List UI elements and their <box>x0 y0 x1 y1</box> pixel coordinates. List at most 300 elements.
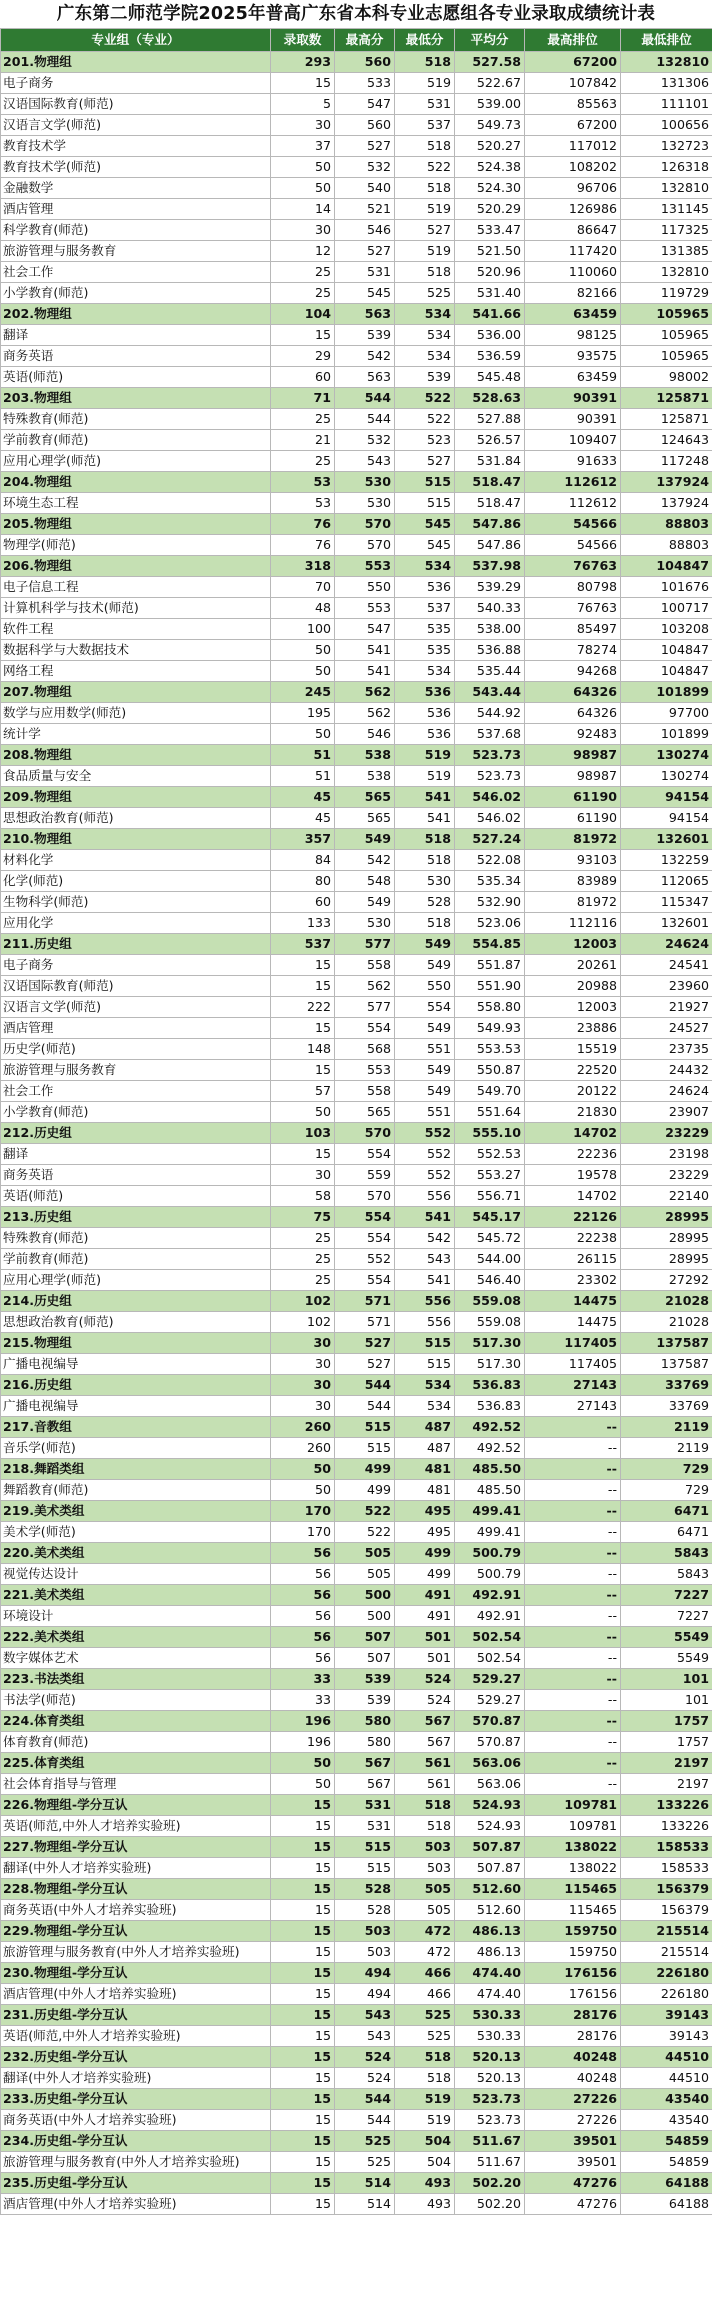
cell-min-rank: 130274 <box>621 766 712 787</box>
group-row <box>1 2173 712 2194</box>
cell-min-rank: 132601 <box>621 829 712 850</box>
cell-enrolled: 170 <box>271 1522 335 1543</box>
group-row <box>1 472 712 493</box>
cell-min-score: 518 <box>395 829 455 850</box>
major-row <box>1 1690 712 1711</box>
cell-max-score: 543 <box>335 2026 395 2047</box>
cell-min-rank: 39143 <box>621 2005 712 2026</box>
cell-enrolled: 15 <box>271 1060 335 1081</box>
cell-avg-score: 533.47 <box>455 220 525 241</box>
cell-min-rank: 156379 <box>621 1900 712 1921</box>
cell-max-rank: 138022 <box>525 1858 621 1879</box>
group-row <box>1 745 712 766</box>
cell-enrolled: 56 <box>271 1627 335 1648</box>
cell-avg-score: 549.73 <box>455 115 525 136</box>
cell-major: 旅游管理与服务教育 <box>1 241 271 262</box>
cell-max-score: 545 <box>335 283 395 304</box>
cell-min-score: 503 <box>395 1837 455 1858</box>
cell-enrolled: 537 <box>271 934 335 955</box>
major-row <box>1 1732 712 1753</box>
cell-avg-score: 549.93 <box>455 1018 525 1039</box>
cell-major: 英语(师范,中外人才培养实验班) <box>1 2026 271 2047</box>
cell-enrolled: 195 <box>271 703 335 724</box>
cell-avg-score: 520.27 <box>455 136 525 157</box>
major-row <box>1 1522 712 1543</box>
cell-min-score: 501 <box>395 1648 455 1669</box>
cell-min-rank: 5843 <box>621 1543 712 1564</box>
cell-min-rank: 2197 <box>621 1753 712 1774</box>
group-row <box>1 1837 712 1858</box>
group-row <box>1 2089 712 2110</box>
cell-max-score: 515 <box>335 1837 395 1858</box>
cell-major: 电子信息工程 <box>1 577 271 598</box>
cell-major: 思想政治教育(师范) <box>1 808 271 829</box>
cell-min-rank: 2197 <box>621 1774 712 1795</box>
cell-max-score: 515 <box>335 1438 395 1459</box>
cell-major: 教育技术学 <box>1 136 271 157</box>
cell-min-score: 493 <box>395 2173 455 2194</box>
cell-max-rank: 159750 <box>525 1921 621 1942</box>
cell-max-rank: 28176 <box>525 2026 621 2047</box>
cell-max-score: 514 <box>335 2194 395 2215</box>
cell-max-score: 554 <box>335 1270 395 1291</box>
major-row <box>1 577 712 598</box>
cell-min-score: 495 <box>395 1501 455 1522</box>
cell-avg-score: 539.00 <box>455 94 525 115</box>
cell-min-score: 549 <box>395 934 455 955</box>
cell-min-rank: 132259 <box>621 850 712 871</box>
cell-max-score: 533 <box>335 73 395 94</box>
cell-avg-score: 524.38 <box>455 157 525 178</box>
cell-avg-score: 546.40 <box>455 1270 525 1291</box>
cell-min-score: 541 <box>395 1207 455 1228</box>
cell-major: 环境生态工程 <box>1 493 271 514</box>
cell-max-rank: -- <box>525 1480 621 1501</box>
cell-min-score: 515 <box>395 1354 455 1375</box>
cell-max-score: 565 <box>335 787 395 808</box>
header-row <box>1 29 712 52</box>
cell-max-rank: 14702 <box>525 1123 621 1144</box>
cell-avg-score: 541.66 <box>455 304 525 325</box>
major-row <box>1 1396 712 1417</box>
cell-enrolled: 100 <box>271 619 335 640</box>
cell-max-score: 568 <box>335 1039 395 1060</box>
group-row <box>1 1669 712 1690</box>
cell-min-rank: 64188 <box>621 2194 712 2215</box>
cell-min-rank: 23907 <box>621 1102 712 1123</box>
cell-enrolled: 260 <box>271 1417 335 1438</box>
cell-enrolled: 50 <box>271 661 335 682</box>
cell-min-score: 534 <box>395 304 455 325</box>
cell-max-score: 531 <box>335 1795 395 1816</box>
cell-avg-score: 563.06 <box>455 1774 525 1795</box>
cell-min-score: 534 <box>395 346 455 367</box>
cell-min-score: 515 <box>395 472 455 493</box>
cell-avg-score: 537.68 <box>455 724 525 745</box>
major-row <box>1 1039 712 1060</box>
cell-min-rank: 105965 <box>621 346 712 367</box>
group-row <box>1 1879 712 1900</box>
cell-max-score: 521 <box>335 199 395 220</box>
cell-min-score: 499 <box>395 1564 455 1585</box>
cell-enrolled: 84 <box>271 850 335 871</box>
cell-major: 汉语言文学(师范) <box>1 115 271 136</box>
cell-avg-score: 544.00 <box>455 1249 525 1270</box>
cell-max-rank: 67200 <box>525 52 621 73</box>
cell-min-rank: 215514 <box>621 1921 712 1942</box>
cell-max-score: 549 <box>335 829 395 850</box>
major-row <box>1 661 712 682</box>
cell-min-score: 537 <box>395 598 455 619</box>
cell-major: 英语(师范) <box>1 1186 271 1207</box>
cell-enrolled: 56 <box>271 1564 335 1585</box>
group-row <box>1 1753 712 1774</box>
major-row <box>1 2152 712 2173</box>
cell-avg-score: 492.91 <box>455 1606 525 1627</box>
cell-enrolled: 14 <box>271 199 335 220</box>
cell-enrolled: 15 <box>271 2194 335 2215</box>
cell-major: 229.物理组-学分互认 <box>1 1921 271 1942</box>
group-row <box>1 934 712 955</box>
major-row <box>1 1060 712 1081</box>
cell-enrolled: 15 <box>271 2089 335 2110</box>
major-row <box>1 1606 712 1627</box>
cell-avg-score: 535.44 <box>455 661 525 682</box>
cell-max-rank: -- <box>525 1438 621 1459</box>
cell-max-score: 543 <box>335 2005 395 2026</box>
cell-max-rank: 20261 <box>525 955 621 976</box>
cell-max-score: 541 <box>335 661 395 682</box>
cell-max-score: 553 <box>335 556 395 577</box>
cell-min-rank: 43540 <box>621 2089 712 2110</box>
cell-enrolled: 30 <box>271 1165 335 1186</box>
cell-max-score: 515 <box>335 1417 395 1438</box>
cell-min-score: 519 <box>395 745 455 766</box>
cell-avg-score: 486.13 <box>455 1942 525 1963</box>
cell-major: 206.物理组 <box>1 556 271 577</box>
cell-avg-score: 543.44 <box>455 682 525 703</box>
cell-major: 舞蹈教育(师范) <box>1 1480 271 1501</box>
cell-enrolled: 15 <box>271 2173 335 2194</box>
cell-max-score: 538 <box>335 766 395 787</box>
cell-max-rank: 107842 <box>525 73 621 94</box>
cell-avg-score: 507.87 <box>455 1858 525 1879</box>
cell-major: 视觉传达设计 <box>1 1564 271 1585</box>
cell-avg-score: 512.60 <box>455 1879 525 1900</box>
cell-max-rank: 109781 <box>525 1816 621 1837</box>
cell-min-score: 518 <box>395 136 455 157</box>
cell-max-rank: 67200 <box>525 115 621 136</box>
major-row <box>1 2068 712 2089</box>
cell-max-rank: 117012 <box>525 136 621 157</box>
cell-avg-score: 570.87 <box>455 1711 525 1732</box>
cell-max-rank: 109407 <box>525 430 621 451</box>
cell-major: 生物科学(师范) <box>1 892 271 913</box>
cell-min-rank: 117248 <box>621 451 712 472</box>
cell-max-rank: 21830 <box>525 1102 621 1123</box>
cell-enrolled: 15 <box>271 976 335 997</box>
cell-min-score: 543 <box>395 1249 455 1270</box>
cell-major: 历史学(师范) <box>1 1039 271 1060</box>
cell-max-score: 559 <box>335 1165 395 1186</box>
cell-max-rank: -- <box>525 1522 621 1543</box>
cell-max-score: 530 <box>335 472 395 493</box>
cell-avg-score: 544.92 <box>455 703 525 724</box>
cell-enrolled: 25 <box>271 1270 335 1291</box>
cell-major: 213.历史组 <box>1 1207 271 1228</box>
cell-avg-score: 520.13 <box>455 2047 525 2068</box>
cell-enrolled: 56 <box>271 1543 335 1564</box>
cell-min-score: 535 <box>395 619 455 640</box>
cell-max-score: 552 <box>335 1249 395 1270</box>
cell-min-rank: 24527 <box>621 1018 712 1039</box>
cell-enrolled: 15 <box>271 1816 335 1837</box>
cell-major: 226.物理组-学分互认 <box>1 1795 271 1816</box>
cell-major: 222.美术类组 <box>1 1627 271 1648</box>
cell-major: 227.物理组-学分互认 <box>1 1837 271 1858</box>
cell-max-rank: 159750 <box>525 1942 621 1963</box>
cell-avg-score: 492.52 <box>455 1417 525 1438</box>
cell-max-rank: 98987 <box>525 745 621 766</box>
cell-max-rank: 138022 <box>525 1837 621 1858</box>
major-row <box>1 1312 712 1333</box>
header-major: 专业组（专业） <box>1 29 271 52</box>
cell-max-rank: 20122 <box>525 1081 621 1102</box>
cell-max-rank: 126986 <box>525 199 621 220</box>
cell-min-score: 527 <box>395 451 455 472</box>
cell-major: 202.物理组 <box>1 304 271 325</box>
cell-max-rank: -- <box>525 1543 621 1564</box>
cell-major: 音乐学(师范) <box>1 1438 271 1459</box>
cell-min-score: 466 <box>395 1984 455 2005</box>
cell-major: 环境设计 <box>1 1606 271 1627</box>
cell-avg-score: 524.30 <box>455 178 525 199</box>
cell-major: 220.美术类组 <box>1 1543 271 1564</box>
major-row <box>1 913 712 934</box>
cell-max-score: 547 <box>335 619 395 640</box>
cell-major: 旅游管理与服务教育(中外人才培养实验班) <box>1 1942 271 1963</box>
cell-avg-score: 554.85 <box>455 934 525 955</box>
cell-avg-score: 522.67 <box>455 73 525 94</box>
cell-max-score: 530 <box>335 913 395 934</box>
cell-max-score: 505 <box>335 1543 395 1564</box>
cell-major: 网络工程 <box>1 661 271 682</box>
cell-avg-score: 523.73 <box>455 766 525 787</box>
cell-min-score: 550 <box>395 976 455 997</box>
cell-major: 235.历史组-学分互认 <box>1 2173 271 2194</box>
cell-max-score: 554 <box>335 1228 395 1249</box>
cell-max-rank: -- <box>525 1585 621 1606</box>
cell-major: 汉语国际教育(师范) <box>1 94 271 115</box>
cell-avg-score: 526.57 <box>455 430 525 451</box>
cell-max-rank: 94268 <box>525 661 621 682</box>
cell-max-rank: 91633 <box>525 451 621 472</box>
cell-major: 金融数学 <box>1 178 271 199</box>
cell-max-rank: 22126 <box>525 1207 621 1228</box>
cell-max-score: 577 <box>335 997 395 1018</box>
cell-major: 211.历史组 <box>1 934 271 955</box>
cell-avg-score: 523.73 <box>455 2089 525 2110</box>
cell-avg-score: 518.47 <box>455 493 525 514</box>
cell-min-score: 556 <box>395 1186 455 1207</box>
cell-enrolled: 29 <box>271 346 335 367</box>
cell-enrolled: 60 <box>271 892 335 913</box>
cell-max-rank: -- <box>525 1501 621 1522</box>
cell-major: 商务英语(中外人才培养实验班) <box>1 1900 271 1921</box>
cell-enrolled: 15 <box>271 1900 335 1921</box>
cell-min-rank: 2119 <box>621 1438 712 1459</box>
cell-min-score: 504 <box>395 2131 455 2152</box>
cell-min-score: 472 <box>395 1921 455 1942</box>
cell-min-score: 504 <box>395 2152 455 2173</box>
cell-enrolled: 56 <box>271 1648 335 1669</box>
cell-max-rank: 14475 <box>525 1312 621 1333</box>
cell-avg-score: 531.40 <box>455 283 525 304</box>
cell-min-score: 525 <box>395 283 455 304</box>
cell-enrolled: 15 <box>271 1837 335 1858</box>
cell-major: 计算机科学与技术(师范) <box>1 598 271 619</box>
cell-avg-score: 549.70 <box>455 1081 525 1102</box>
cell-min-rank: 39143 <box>621 2026 712 2047</box>
cell-enrolled: 30 <box>271 1375 335 1396</box>
cell-avg-score: 556.71 <box>455 1186 525 1207</box>
cell-max-rank: 112612 <box>525 493 621 514</box>
cell-enrolled: 50 <box>271 178 335 199</box>
cell-max-score: 505 <box>335 1564 395 1585</box>
cell-major: 应用心理学(师范) <box>1 1270 271 1291</box>
cell-avg-score: 512.60 <box>455 1900 525 1921</box>
cell-min-rank: 28995 <box>621 1249 712 1270</box>
major-row <box>1 1564 712 1585</box>
cell-min-score: 505 <box>395 1900 455 1921</box>
cell-enrolled: 25 <box>271 409 335 430</box>
group-row <box>1 52 712 73</box>
cell-major: 翻译 <box>1 325 271 346</box>
cell-avg-score: 523.73 <box>455 2110 525 2131</box>
cell-enrolled: 50 <box>271 724 335 745</box>
cell-major: 英语(师范) <box>1 367 271 388</box>
cell-min-rank: 105965 <box>621 304 712 325</box>
cell-max-rank: -- <box>525 1669 621 1690</box>
cell-min-score: 534 <box>395 1396 455 1417</box>
major-row <box>1 1480 712 1501</box>
cell-avg-score: 520.29 <box>455 199 525 220</box>
cell-min-rank: 7227 <box>621 1585 712 1606</box>
cell-max-score: 542 <box>335 346 395 367</box>
cell-avg-score: 539.29 <box>455 577 525 598</box>
major-row <box>1 1018 712 1039</box>
cell-max-score: 554 <box>335 1018 395 1039</box>
cell-min-score: 552 <box>395 1144 455 1165</box>
cell-max-rank: 117420 <box>525 241 621 262</box>
cell-max-rank: 81972 <box>525 892 621 913</box>
table-body <box>1 52 712 2215</box>
cell-max-score: 547 <box>335 94 395 115</box>
cell-enrolled: 15 <box>271 1879 335 1900</box>
group-row <box>1 1123 712 1144</box>
major-row <box>1 640 712 661</box>
cell-min-score: 549 <box>395 1081 455 1102</box>
cell-max-rank: 108202 <box>525 157 621 178</box>
group-row <box>1 1627 712 1648</box>
cell-max-rank: -- <box>525 1690 621 1711</box>
cell-enrolled: 56 <box>271 1606 335 1627</box>
cell-min-rank: 729 <box>621 1459 712 1480</box>
cell-max-rank: 109781 <box>525 1795 621 1816</box>
group-row <box>1 1501 712 1522</box>
cell-min-rank: 126318 <box>621 157 712 178</box>
cell-enrolled: 15 <box>271 73 335 94</box>
cell-avg-score: 502.54 <box>455 1627 525 1648</box>
cell-enrolled: 15 <box>271 1921 335 1942</box>
cell-avg-score: 486.13 <box>455 1921 525 1942</box>
cell-min-rank: 215514 <box>621 1942 712 1963</box>
cell-major: 231.历史组-学分互认 <box>1 2005 271 2026</box>
cell-avg-score: 558.80 <box>455 997 525 1018</box>
cell-max-rank: -- <box>525 1417 621 1438</box>
cell-avg-score: 550.87 <box>455 1060 525 1081</box>
cell-max-rank: -- <box>525 1564 621 1585</box>
group-row <box>1 1459 712 1480</box>
major-row <box>1 1081 712 1102</box>
cell-max-rank: 98987 <box>525 766 621 787</box>
cell-enrolled: 12 <box>271 241 335 262</box>
cell-max-rank: 47276 <box>525 2173 621 2194</box>
cell-enrolled: 318 <box>271 556 335 577</box>
cell-min-rank: 44510 <box>621 2068 712 2089</box>
cell-min-score: 503 <box>395 1858 455 1879</box>
header-max-rank: 最高排位 <box>525 29 621 52</box>
cell-min-rank: 21028 <box>621 1291 712 1312</box>
cell-min-rank: 125871 <box>621 409 712 430</box>
cell-avg-score: 511.67 <box>455 2152 525 2173</box>
cell-major: 广播电视编导 <box>1 1396 271 1417</box>
major-row <box>1 892 712 913</box>
cell-min-score: 545 <box>395 514 455 535</box>
cell-min-score: 535 <box>395 640 455 661</box>
major-row <box>1 1942 712 1963</box>
cell-max-rank: 63459 <box>525 367 621 388</box>
cell-max-score: 546 <box>335 724 395 745</box>
cell-min-rank: 101 <box>621 1690 712 1711</box>
cell-max-score: 563 <box>335 304 395 325</box>
cell-max-rank: 93103 <box>525 850 621 871</box>
cell-major: 翻译(中外人才培养实验班) <box>1 1858 271 1879</box>
cell-enrolled: 15 <box>271 2026 335 2047</box>
cell-major: 207.物理组 <box>1 682 271 703</box>
cell-enrolled: 25 <box>271 283 335 304</box>
cell-enrolled: 50 <box>271 157 335 178</box>
cell-min-rank: 104847 <box>621 661 712 682</box>
group-row <box>1 1291 712 1312</box>
major-row <box>1 703 712 724</box>
cell-enrolled: 170 <box>271 1501 335 1522</box>
cell-min-rank: 111101 <box>621 94 712 115</box>
major-row <box>1 1900 712 1921</box>
cell-max-rank: -- <box>525 1774 621 1795</box>
cell-major: 英语(师范,中外人才培养实验班) <box>1 1816 271 1837</box>
major-row <box>1 1354 712 1375</box>
cell-avg-score: 518.47 <box>455 472 525 493</box>
cell-avg-score: 536.83 <box>455 1375 525 1396</box>
header-min-rank: 最低排位 <box>621 29 712 52</box>
cell-avg-score: 485.50 <box>455 1459 525 1480</box>
cell-max-rank: 22520 <box>525 1060 621 1081</box>
cell-min-score: 487 <box>395 1417 455 1438</box>
cell-enrolled: 196 <box>271 1711 335 1732</box>
cell-enrolled: 30 <box>271 220 335 241</box>
cell-enrolled: 357 <box>271 829 335 850</box>
